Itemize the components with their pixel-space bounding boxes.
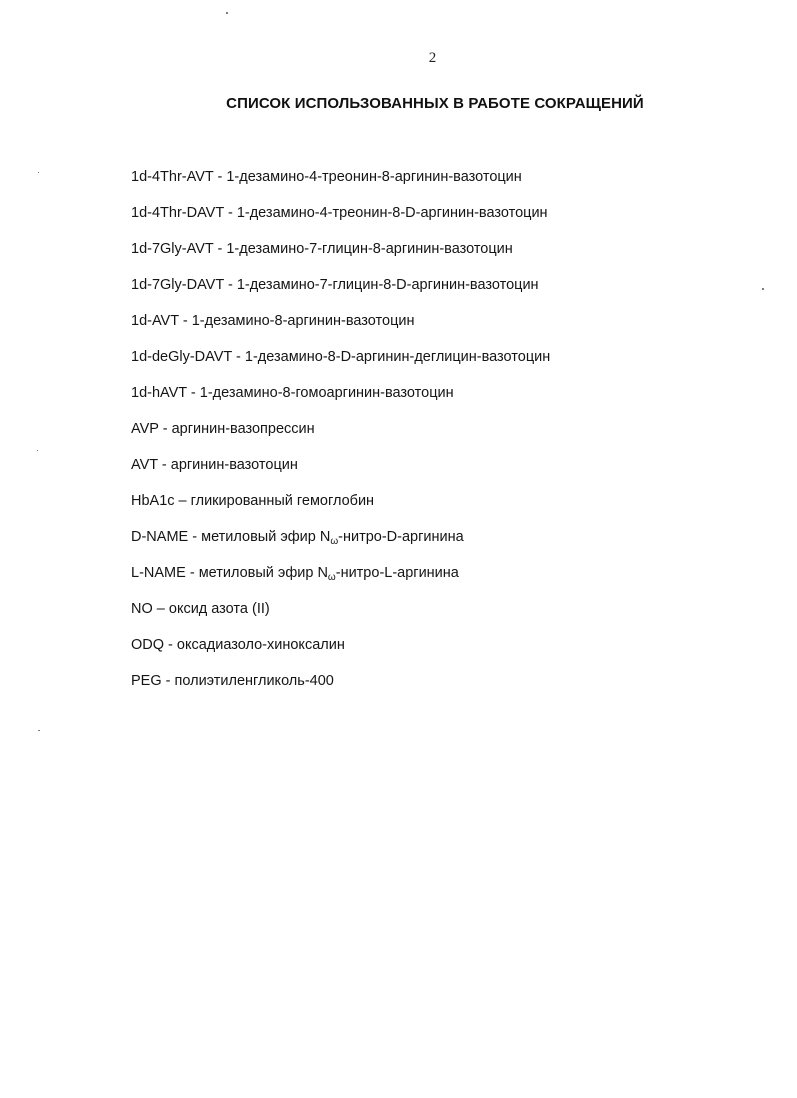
scan-speck [762, 288, 764, 290]
abbreviation-term: 1d-4Thr-DAVT [131, 205, 224, 221]
list-item [131, 418, 550, 454]
abbreviation-term: NO [131, 601, 153, 617]
abbreviation-term: 1d-7Gly-DAVT [131, 277, 224, 293]
abbreviation-definition: аргинин-вазопрессин [171, 421, 315, 437]
separator: - [232, 349, 245, 365]
list-item [131, 202, 550, 238]
abbreviation-term: PEG [131, 673, 162, 689]
scan-speck [226, 12, 228, 14]
abbreviation-definition: 1-дезамино-7-глицин-8-D-аргинин-вазотоцин [236, 277, 539, 293]
separator: - [188, 529, 202, 545]
abbreviation-definition: 1-дезамино-8-аргинин-вазотоцин [191, 313, 415, 329]
abbreviation-definition: гликированный гемоглобин [190, 493, 375, 509]
separator: - [223, 277, 237, 293]
separator: - [213, 241, 227, 257]
abbreviation-term: 1d-AVT [131, 313, 179, 329]
separator: - [178, 313, 192, 329]
abbreviation-term: 1d-4Thr-AVT [131, 169, 214, 185]
abbreviation-term: HbA1c [131, 493, 175, 509]
abbreviation-term: ODQ [131, 637, 165, 653]
list-item [131, 166, 550, 202]
abbreviation-definition: полиэтиленгликоль-400 [174, 673, 334, 689]
abbreviation-definition: 1-дезамино-4-треонин-8-аргинин-вазотоцин [226, 169, 522, 185]
omega-subscript: ω [327, 572, 336, 583]
abbreviation-term: L-NAME [131, 565, 186, 581]
abbreviation-definition: аргинин-вазотоцин [170, 457, 298, 473]
list-item [131, 454, 550, 490]
abbreviation-term: 1d-deGly-DAVT [131, 349, 232, 365]
separator: - [158, 421, 172, 437]
scan-speck [38, 172, 39, 173]
separator: - [185, 565, 199, 581]
list-item [131, 238, 550, 274]
abbreviation-term: 1d-hAVT [131, 385, 187, 401]
abbreviation-term: D-NAME [131, 529, 189, 545]
abbreviation-definition: 1-дезамино-8-D-аргинин-деглицин-вазотоцин [244, 349, 551, 365]
abbreviation-term: 1d-7Gly-AVT [131, 241, 214, 257]
separator: - [161, 673, 175, 689]
list-item [131, 310, 550, 346]
list-item [131, 346, 550, 382]
abbreviation-definition: 1-дезамино-4-треонин-8-D-аргинин-вазотоцин [236, 205, 548, 221]
page-title: СПИСОК ИСПОЛЬЗОВАННЫХ В РАБОТЕ СОКРАЩЕНИЙ [226, 95, 644, 112]
abbreviation-definition [201, 529, 464, 545]
definition-prefix: метиловый эфир N [201, 529, 331, 545]
list-item [131, 598, 550, 634]
omega-subscript: ω [330, 536, 339, 547]
list-item [131, 490, 550, 526]
abbreviation-definition [199, 565, 459, 581]
definition-suffix: -нитро-D-аргинина [338, 529, 464, 545]
separator: – [152, 601, 169, 617]
separator: - [186, 385, 200, 401]
abbreviation-definition: оксадиазоло-хиноксалин [176, 637, 345, 653]
abbreviation-definition: 1-дезамино-7-глицин-8-аргинин-вазотоцин [226, 241, 513, 257]
scan-speck [37, 450, 38, 451]
definition-prefix: метиловый эфир N [198, 565, 328, 581]
list-item [131, 670, 550, 706]
list-item [131, 526, 550, 562]
separator: – [174, 493, 191, 509]
separator: - [213, 169, 227, 185]
separator: - [157, 457, 171, 473]
abbreviation-definition: 1-дезамино-8-гомоаргинин-вазотоцин [199, 385, 454, 401]
abbreviation-term: AVP [131, 421, 159, 437]
list-item [131, 274, 550, 310]
separator: - [223, 205, 237, 221]
definition-suffix: -нитро-L-аргинина [335, 565, 459, 581]
list-item [131, 562, 550, 598]
abbreviation-term: AVT [131, 457, 158, 473]
page-number: 2 [428, 50, 437, 66]
abbreviation-list [131, 166, 550, 706]
abbreviation-definition: оксид азота (II) [168, 601, 270, 617]
separator: - [164, 637, 177, 653]
list-item [131, 382, 550, 418]
scan-speck [38, 730, 40, 731]
list-item [131, 634, 550, 670]
